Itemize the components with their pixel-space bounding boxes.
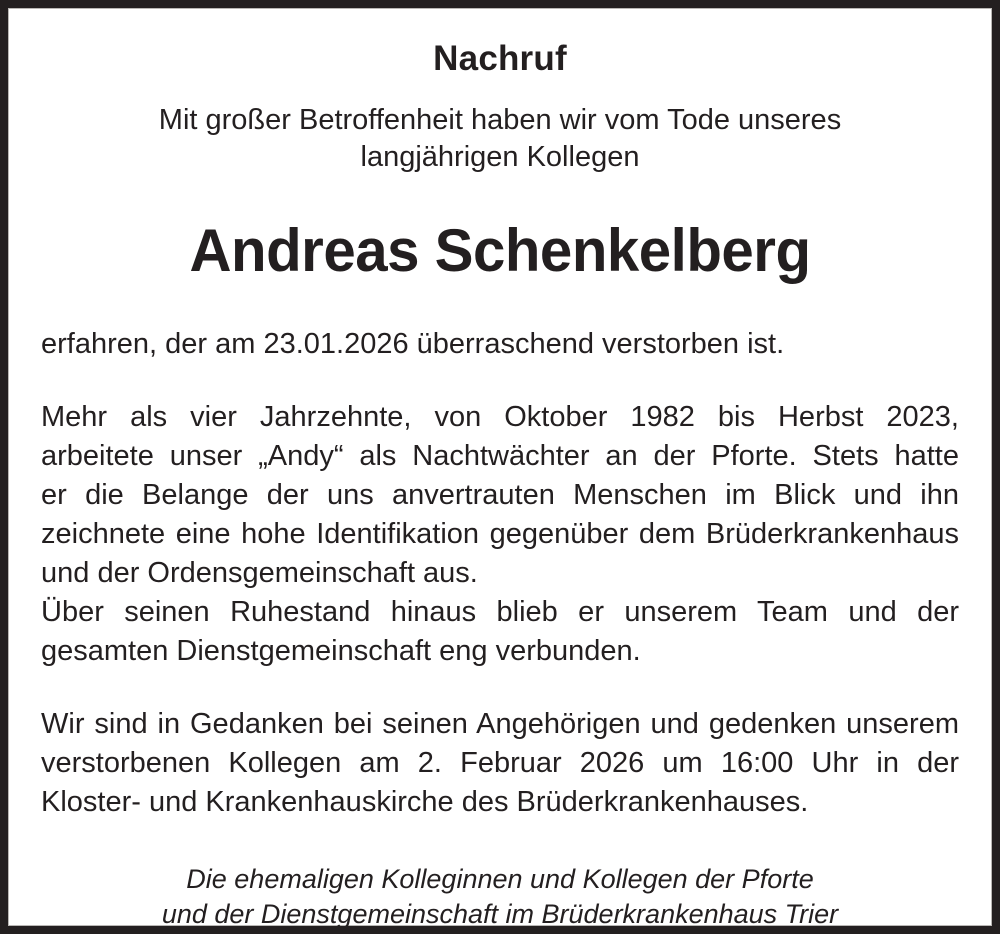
intro-line-2: langjährigen Kollegen [360,140,640,173]
intro-line-1: Mit großer Betroffenheit haben wir vom Tode unseres [158,103,842,136]
obituary-signature [40,862,960,932]
death-date-line: erfahren, der am 23.01.2026 überraschend verstorben ist. [41,328,785,361]
biography-line-3: er die Belange der uns anvertrauten Menschen im Blick und ihn [41,479,959,512]
signature-line-1: Die ehemaligen Kolleginnen und Kollegen der Pforte [186,864,814,895]
memorial-line-2: verstorbenen Kollegen am 2. Februar 2026 um 16:00 Uhr in der [41,747,959,780]
biography-line-1: Mehr als vier Jahrzehnte, von Oktober 1982 bis Herbst 2023, [41,401,959,434]
biography-paragraph [40,398,960,671]
biography-line-4: zeichnete eine hohe Identifikation gegenüber dem Brüderkrankenhaus [41,518,959,551]
biography-line-2: arbeitete unser „Andy“ als Nachtwächter an der Pforte. Stets hatte [41,440,959,473]
obituary-inner-rule [8,8,992,930]
biography-line-5: und der Ordensgemeinschaft aus. [41,557,478,590]
signature-line-2: und der Dienstgemeinschaft im Brüderkrankenhaus Trier [161,899,839,930]
obituary-heading: Nachruf [433,39,567,78]
deceased-name: Andreas Schenkelberg [189,216,811,284]
memorial-paragraph [40,705,960,822]
memorial-line-3: Kloster- und Krankenhauskirche des Brüderkrankenhauses. [41,786,809,819]
biography-line-7: gesamten Dienstgemeinschaft eng verbunden. [41,635,641,668]
memorial-line-1: Wir sind in Gedanken bei seinen Angehörigen und gedenken unserem [41,708,959,741]
biography-line-6: Über seinen Ruhestand hinaus blieb er unserem Team und der [41,596,959,629]
obituary-intro [40,102,960,176]
obituary-paper [9,9,991,930]
